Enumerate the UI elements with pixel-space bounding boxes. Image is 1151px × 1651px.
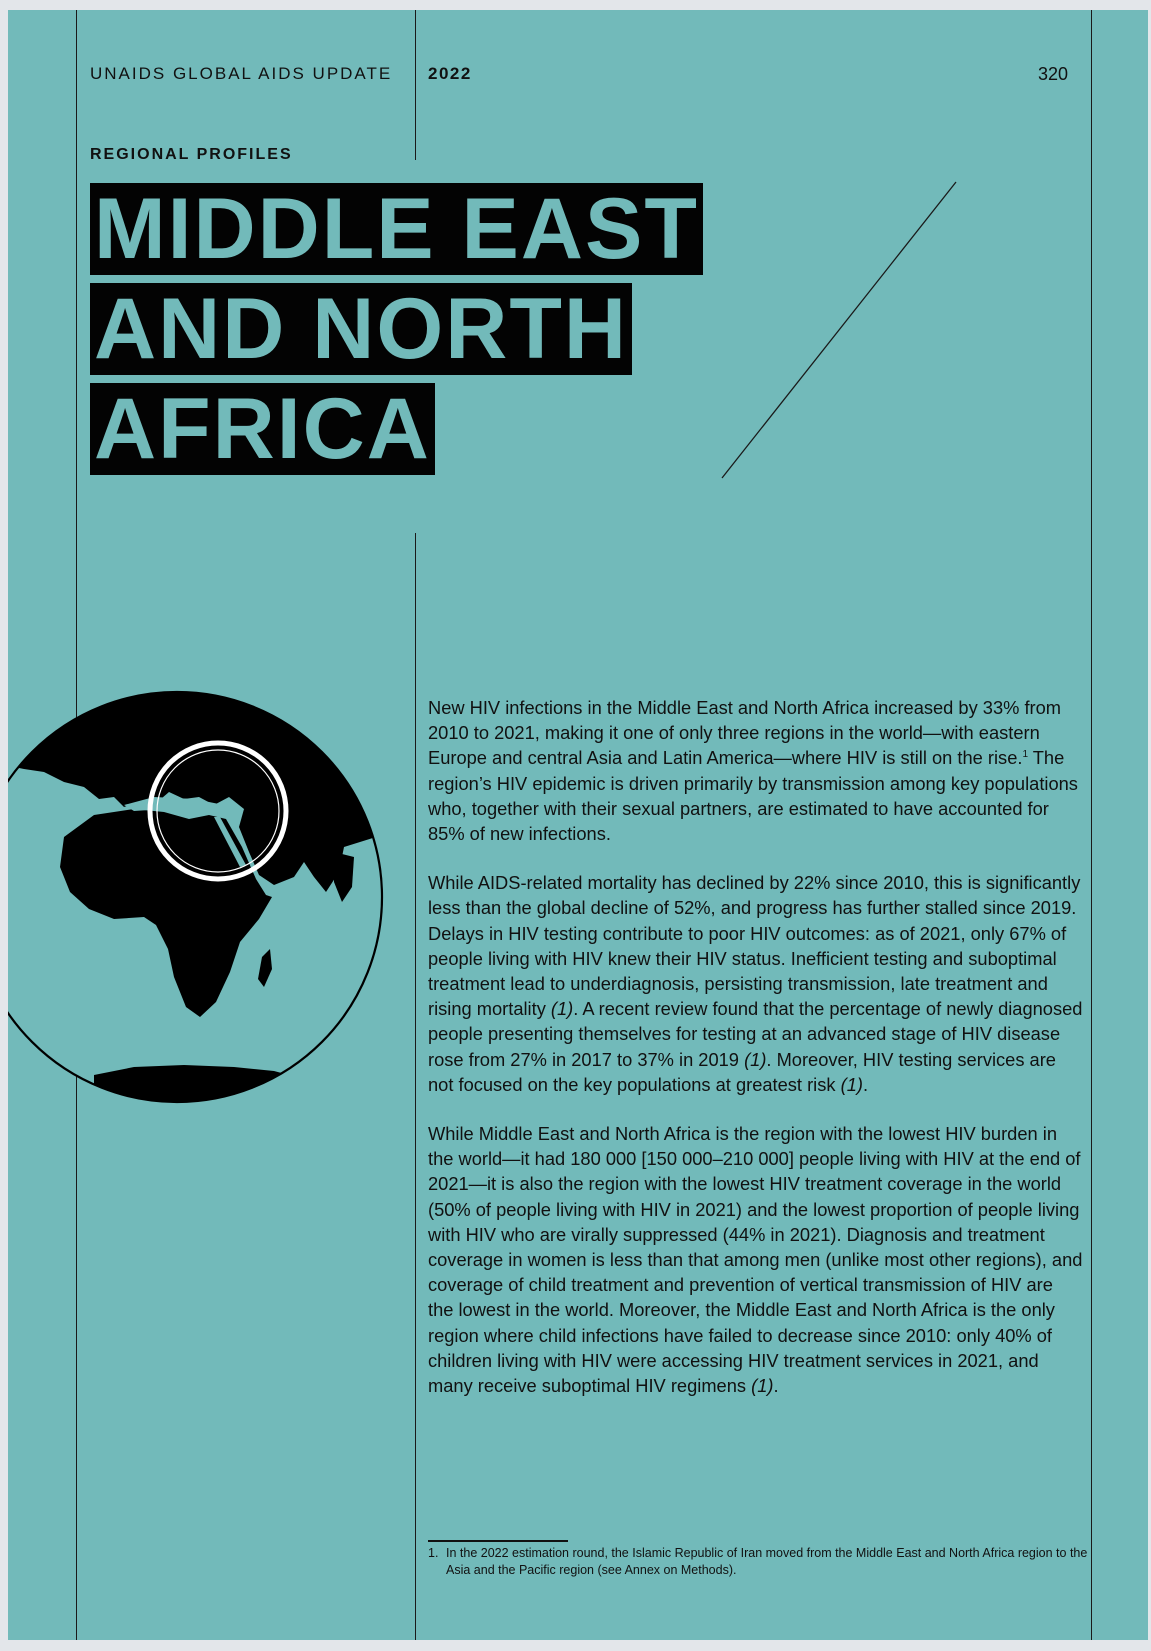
section-label: REGIONAL PROFILES	[90, 146, 293, 163]
p2-text-c: . Moreover, HIV testing services are not focused on the key populations at greatest risk	[428, 1048, 1056, 1095]
center-rule-bottom	[415, 533, 416, 1640]
p3-text-a: While Middle East and North Africa is the region with the lowest HIV burden in the world—it had 180 000 [150 000–210 000] people living with HIV at the end of 2021—it is also the region with the lowest HIV treatment coverage in the world (50% of people living with HIV in 2021) and the lowest proportion of people living with HIV who are virally suppressed (44% in 2021). Diagnosis and treatment coverage in women is less than that among men (unlike most other regions), and coverage of child treatment and prevention of vertical transmission of HIV are the lowest in the world. Moreover, the Middle East and North Africa is the only region where child infections have failed to decrease since 2010: only 40% of children living with HIV were accessing HIV treatment services in 2021, and many receive suboptimal HIV regimens	[428, 1123, 1083, 1397]
p1-text-a: New HIV infections in the Middle East and North Africa increased by 33% from 2010 to 2021, making it one of only three regions in the world—with eastern Europe and central Asia and Latin America—where HIV is still on the rise.	[428, 697, 1062, 769]
paragraph-1	[428, 695, 1083, 846]
title-line-3: AFRICA	[90, 383, 435, 475]
p3-text-b: .	[773, 1375, 779, 1397]
p2-text-b: . A recent review found that the percentage of newly diagnosed people presenting themselves for testing at an advanced stage of HIV disease rose from 27% in 2017 to 37% in 2019	[428, 998, 1083, 1070]
page-number: 320	[1037, 64, 1068, 84]
footnote-number: 1.	[428, 1546, 439, 1560]
footnote-rule	[428, 1540, 568, 1542]
paragraph-3	[428, 1121, 1083, 1398]
citation-link[interactable]: (1)	[550, 998, 574, 1020]
p1-text-b: The region’s HIV epidemic is driven primarily by transmission among key populations who, together with their sexual partners, are estimated to have accounted for 85% of new infections.	[428, 747, 1078, 845]
title-line-1: MIDDLE EAST	[90, 183, 703, 275]
p2-text-d: .	[862, 1073, 869, 1095]
publication-name: UNAIDS GLOBAL AIDS UPDATE	[90, 64, 393, 83]
citation-link[interactable]: (1)	[751, 1375, 774, 1397]
paragraph-2	[428, 870, 1083, 1097]
footnote-ref[interactable]: 1	[1022, 749, 1029, 761]
citation-link[interactable]: (1)	[840, 1073, 863, 1095]
citation-link[interactable]: (1)	[744, 1048, 767, 1070]
globe-icon	[8, 687, 394, 1107]
footnote-text: In the 2022 estimation round, the Islamic Republic of Iran moved from the Middle East and North Africa region to the Asia and the Pacific region (see Annex on Methods).	[446, 1546, 1088, 1577]
document-page	[8, 10, 1148, 1640]
p2-text-a: While AIDS-related mortality has declined by 22% since 2010, this is significantly less than the global decline of 52%, and progress has further stalled since 2019. Delays in HIV testing contribute to poor HIV outcomes: as of 2021, only 67% of people living with HIV knew their HIV status. Inefficient testing and suboptimal treatment lead to underdiagnosis, persisting transmission, late treatment and rising mortality	[428, 872, 1081, 1020]
page-title	[90, 183, 703, 483]
body-text	[428, 695, 1083, 1422]
footnote	[428, 1545, 1088, 1579]
publication-year: 2022	[428, 64, 472, 83]
title-line-2: AND NORTH	[90, 283, 632, 375]
